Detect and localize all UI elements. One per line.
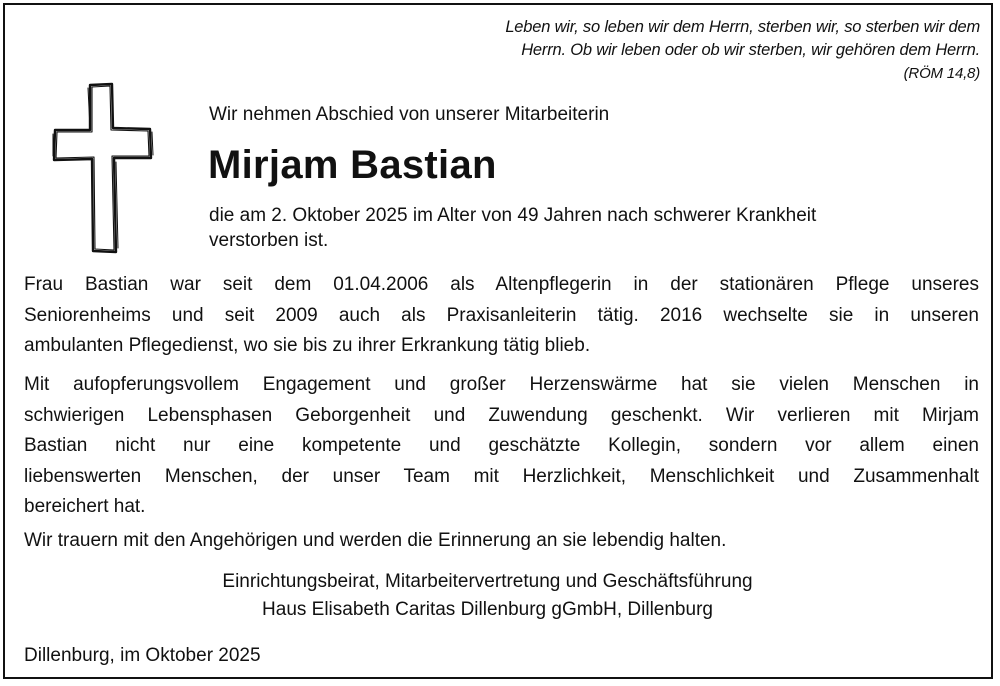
signature-line-1: Einrichtungsbeirat, Mitarbeitervertretung und Geschäftsführung: [222, 571, 753, 592]
paragraph-line: Frau Bastian war seit dem 01.04.2006 als Altenpflegerin in der stationären Pflege unseres: [24, 274, 979, 295]
verse-line-2: Herrn. Ob wir leben oder ob wir sterben, wir gehören dem Herrn.: [521, 41, 980, 59]
paragraph-line: liebenswerten Menschen, der unser Team mit Herzlichkeit, Menschlichkeit und Zusammenhalt: [24, 465, 979, 487]
cross-icon: [50, 82, 154, 254]
signature-block: [0, 568, 975, 624]
paragraph-line: bereichert hat.: [24, 496, 146, 517]
bible-verse: [360, 16, 980, 85]
paragraph-line: Bastian nicht nur eine kompetente und geschätzte Kollegin, sondern vor allem einen: [24, 435, 979, 456]
intro-text: Wir nehmen Abschied von unserer Mitarbeiterin: [209, 104, 610, 125]
paragraph-line: Mit aufopferungsvollem Engagement und großer Herzenswärme hat sie vielen Menschen in: [24, 374, 979, 395]
verse-reference: (RÖM 14,8): [903, 65, 980, 82]
paragraph-career: [24, 270, 979, 362]
paragraph-mourning: [24, 526, 979, 557]
paragraph-line: Seniorenheims und seit 2009 auch als Praxisanleiterin tätig. 2016 wechselte sie in unseren: [24, 304, 979, 326]
paragraph-line: ambulanten Pflegedienst, wo sie bis zu ihrer Erkrankung tätig blieb.: [24, 335, 591, 356]
deceased-name: Mirjam Bastian: [208, 143, 497, 187]
signature-line-2: Haus Elisabeth Caritas Dillenburg gGmbH, Dillenburg: [262, 599, 713, 620]
death-info: [209, 203, 979, 253]
verse-line-1: Leben wir, so leben wir dem Herrn, sterben wir, so sterben wir dem: [505, 18, 980, 36]
paragraph-line: schwierigen Lebensphasen Geborgenheit und Zuwendung geschenkt. Wir verlieren mit Mirjam: [24, 404, 979, 426]
place-date: Dillenburg, im Oktober 2025: [24, 645, 261, 666]
paragraph-tribute: [24, 370, 979, 523]
death-info-line-2: verstorben ist.: [209, 230, 329, 251]
paragraph-line: Wir trauern mit den Angehörigen und werden die Erinnerung an sie lebendig halten.: [24, 530, 727, 551]
death-info-line-1: die am 2. Oktober 2025 im Alter von 49 Jahren nach schwerer Krankheit: [209, 205, 817, 226]
